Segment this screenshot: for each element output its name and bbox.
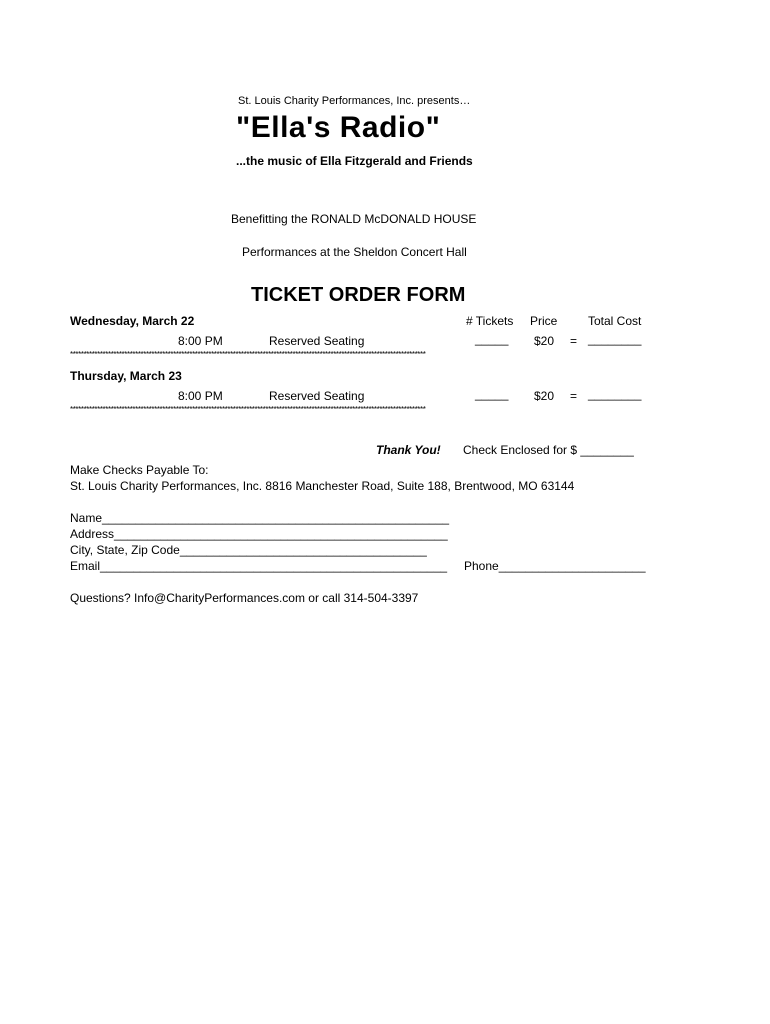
performance-seating: Reserved Seating	[269, 334, 365, 348]
performance-seating: Reserved Seating	[269, 389, 365, 403]
tickets-column-header: # Tickets	[466, 314, 514, 328]
ticket-price: $20	[534, 334, 555, 348]
form-title: TICKET ORDER FORM	[251, 284, 466, 306]
separator-line: ***********************************************************************************************************************************	[70, 405, 426, 414]
total-blank[interactable]: ________	[588, 332, 642, 346]
phone-field[interactable]: Phone______________________	[464, 559, 646, 573]
city-state-zip-field[interactable]: City, State, Zip Code_____________________________________	[70, 543, 427, 557]
event-title: "Ella's Radio"	[236, 111, 441, 144]
questions-line: Questions? Info@CharityPerformances.com or call 314-504-3397	[70, 591, 419, 605]
separator-line: ***********************************************************************************************************************************	[70, 350, 426, 359]
ticket-price: $20	[534, 389, 555, 403]
benefit-line: Benefitting the RONALD McDONALD HOUSE	[231, 212, 477, 226]
check-enclosed-field[interactable]: Check Enclosed for $ ________	[463, 443, 634, 457]
performance-date: Wednesday, March 22	[70, 314, 195, 328]
tickets-blank[interactable]: _____	[475, 332, 509, 346]
event-subtitle: ...the music of Ella Fitzgerald and Friends	[236, 154, 473, 168]
payable-label: Make Checks Payable To:	[70, 463, 209, 477]
performance-time: 8:00 PM	[178, 334, 223, 348]
thank-you-text: Thank You!	[376, 443, 441, 457]
performance-time: 8:00 PM	[178, 389, 223, 403]
price-column-header: Price	[530, 314, 558, 328]
email-field[interactable]: Email____________________________________________________	[70, 559, 448, 573]
payable-address: St. Louis Charity Performances, Inc. 8816 Manchester Road, Suite 188, Brentwood, MO 63144	[70, 479, 575, 493]
equals-sign: =	[570, 389, 578, 403]
total-column-header: Total Cost	[588, 314, 642, 328]
equals-sign: =	[570, 334, 578, 348]
address-field[interactable]: Address__________________________________________________	[70, 527, 448, 541]
tickets-blank[interactable]: _____	[475, 387, 509, 401]
total-blank[interactable]: ________	[588, 387, 642, 401]
presenter-line: St. Louis Charity Performances, Inc. presents…	[238, 95, 471, 107]
performance-date: Thursday, March 23	[70, 369, 182, 383]
name-field[interactable]: Name____________________________________________________	[70, 511, 450, 525]
venue-line: Performances at the Sheldon Concert Hall	[242, 245, 467, 259]
